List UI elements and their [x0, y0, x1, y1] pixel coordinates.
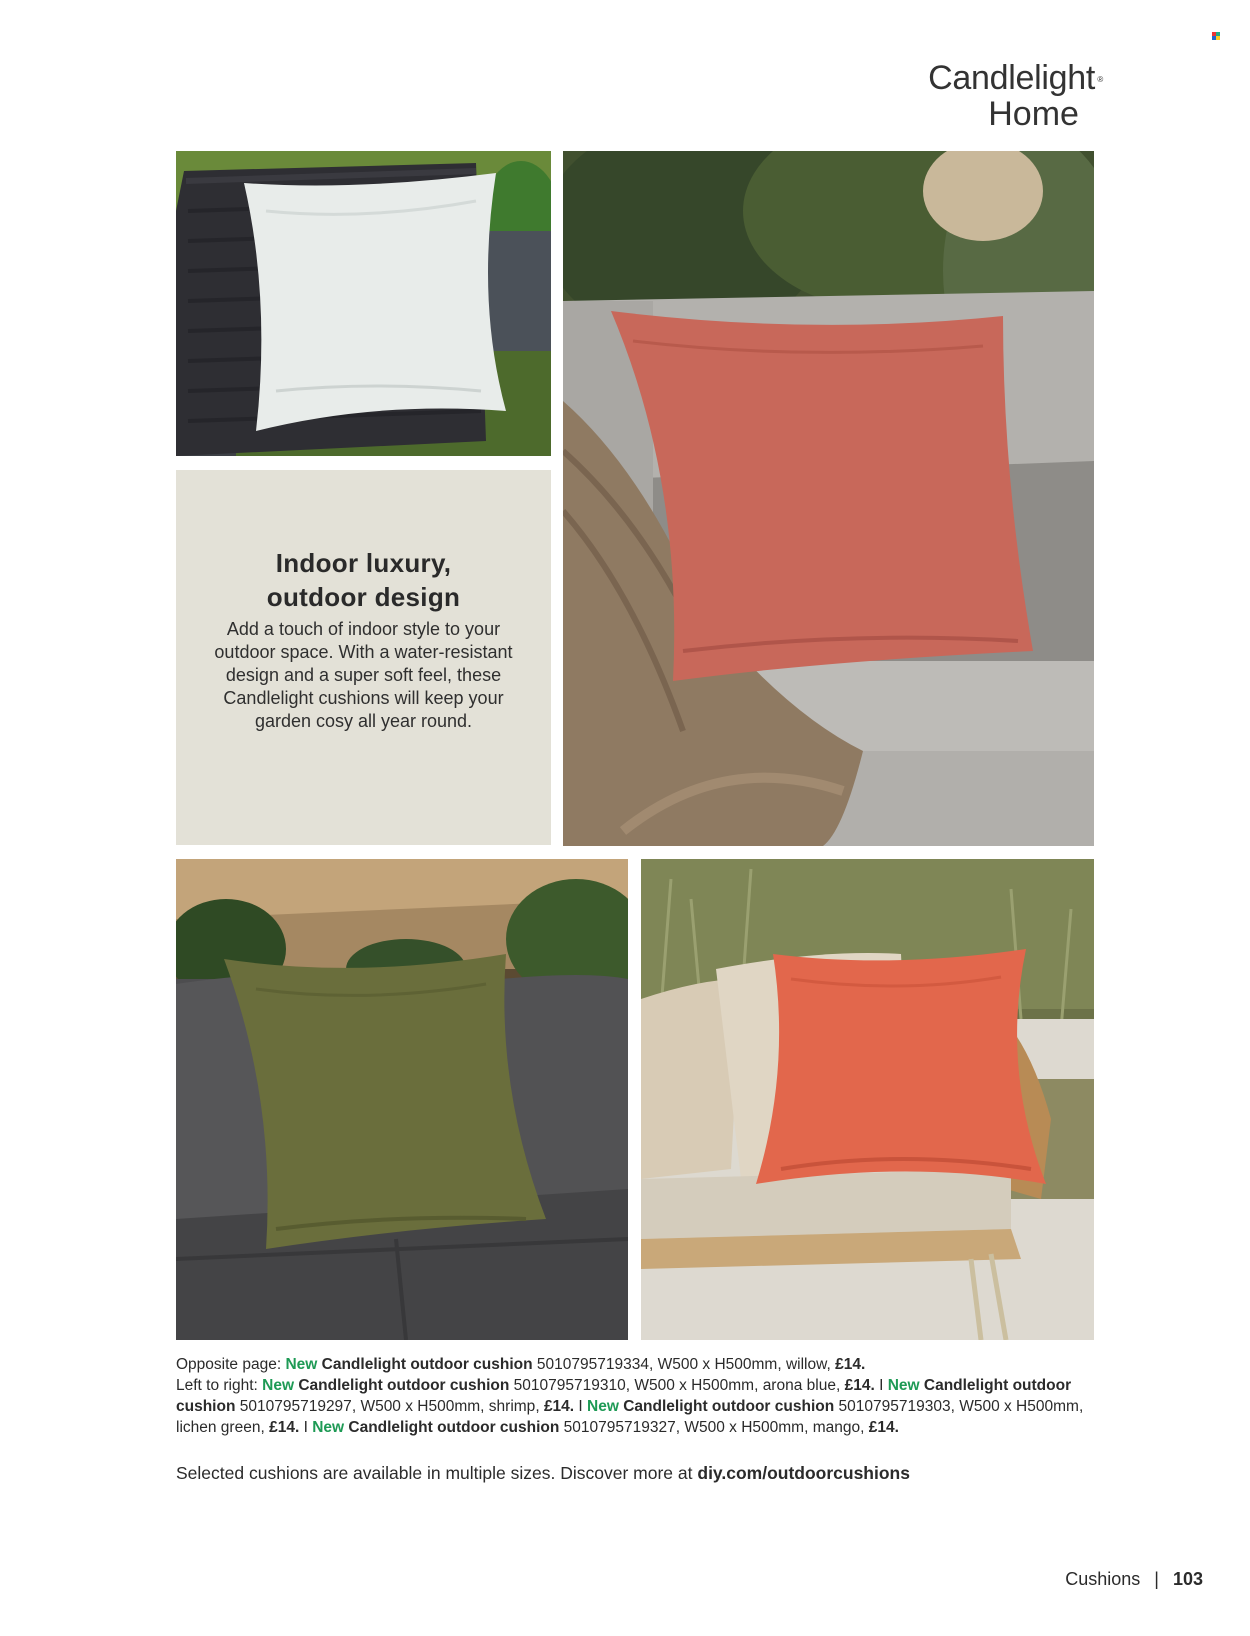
- product-code: 5010795719297: [239, 1398, 352, 1415]
- caption-left-to-right: Left to right: New Candlelight outdoor cushion 5010795719310, W500 x H500mm, arona blue, £14. I New Candlelight outdoor cushion 5010795719297, W500 x H500mm, shrimp, £14. I New Candlelight outdoor cushion 5010795719303, W500 x H500mm, lichen green, £14. I New Candlelight outdoor cushion 5010795719327, W500 x H500mm, mango, £14.: [176, 1377, 1084, 1436]
- product-code: 5010795719334: [536, 1356, 649, 1373]
- new-badge: New: [312, 1419, 345, 1436]
- product-colour: lichen green: [176, 1419, 261, 1436]
- caption-opposite-page: Opposite page: New Candlelight outdoor cushion 5010795719334, W500 x H500mm, willow, £14.: [176, 1356, 866, 1373]
- footer-separator: |: [1154, 1569, 1159, 1589]
- product-name: Candlelight outdoor cushion: [298, 1377, 510, 1394]
- caption-separator: I: [303, 1419, 308, 1436]
- product-code: 5010795719310: [513, 1377, 626, 1394]
- caption-left-to-right-label: Left to right:: [176, 1377, 258, 1394]
- new-badge: New: [285, 1356, 318, 1373]
- product-dims: W500 x H500mm: [959, 1398, 1079, 1415]
- page-number: 103: [1172, 1569, 1203, 1589]
- discover-more-link[interactable]: diy.com/outdoorcushions: [697, 1463, 910, 1483]
- product-colour: willow: [785, 1356, 827, 1373]
- product-name: Candlelight outdoor cushion: [176, 1377, 1072, 1415]
- product-code: 5010795719303: [838, 1398, 951, 1415]
- discover-more: [176, 1463, 910, 1484]
- caption-opposite-label: Opposite page:: [176, 1356, 282, 1373]
- brand-name: Candlelight: [928, 59, 1095, 97]
- product-dims: W500 x H500mm: [360, 1398, 481, 1415]
- product-captions: [176, 1354, 1096, 1438]
- product-colour: mango: [812, 1419, 861, 1436]
- new-badge: New: [887, 1377, 920, 1394]
- discover-more-text: Selected cushions are available in multiple sizes. Discover more at: [176, 1463, 693, 1483]
- brand-subname: Home: [988, 95, 1079, 133]
- brand-logo: [928, 59, 1103, 133]
- page-footer: [1065, 1569, 1203, 1590]
- photo-white-cushion: [176, 151, 551, 456]
- promo-panel: [176, 470, 551, 845]
- product-dims: W500 x H500mm: [634, 1377, 755, 1394]
- footer-section: Cushions: [1065, 1569, 1141, 1589]
- caption-separator: I: [578, 1398, 583, 1415]
- product-name: Candlelight outdoor cushion: [348, 1419, 560, 1436]
- registered-mark: ®: [1097, 75, 1103, 84]
- product-price: £14.: [269, 1419, 300, 1436]
- product-colour: shrimp: [488, 1398, 536, 1415]
- product-price: £14.: [844, 1377, 875, 1394]
- new-badge: New: [587, 1398, 619, 1415]
- product-name: Candlelight outdoor cushion: [623, 1398, 835, 1415]
- photo-orange-cushion: [641, 859, 1094, 1340]
- product-dims: W500 x H500mm: [684, 1419, 805, 1436]
- product-price: £14.: [543, 1398, 575, 1415]
- promo-title-line1: Indoor luxury,: [275, 548, 452, 578]
- promo-title: [176, 546, 551, 614]
- product-colour: arona blue: [762, 1377, 836, 1394]
- product-price: £14.: [868, 1419, 899, 1436]
- photo-pink-cushion: [563, 151, 1094, 846]
- photo-green-cushion: [176, 859, 628, 1340]
- product-code: 5010795719327: [563, 1419, 676, 1436]
- promo-body: Add a touch of indoor style to your outdoor space. With a water-resistant design and a super soft feel, these Candlelight cushions will keep your garden cosy all year round.: [214, 619, 513, 731]
- product-dims: W500 x H500mm: [657, 1356, 778, 1373]
- product-price: £14.: [835, 1356, 866, 1373]
- new-badge: New: [262, 1377, 295, 1394]
- caption-separator: I: [879, 1377, 884, 1394]
- print-registration-mark: [1212, 32, 1222, 42]
- product-name: Candlelight outdoor cushion: [321, 1356, 533, 1373]
- promo-title-line2: outdoor design: [266, 582, 461, 612]
